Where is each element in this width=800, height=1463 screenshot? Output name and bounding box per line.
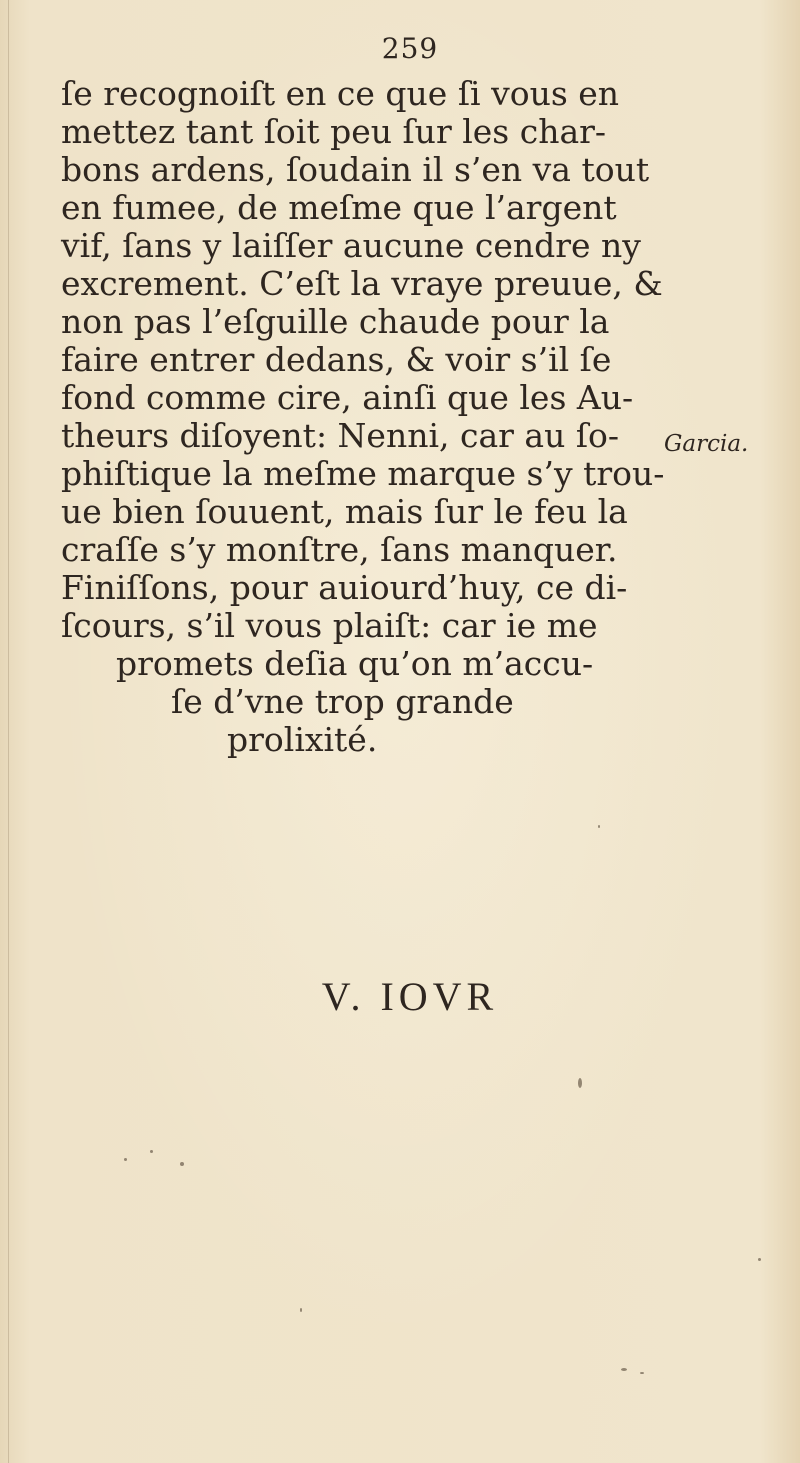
text-line-15: ſcours, s’il vous plaiſt: car ie me [61, 606, 598, 645]
text-line-12: ue bien ſouuent, mais ſur le feu la [61, 492, 628, 531]
text-line-5: vif, ſans y laiſſer aucune cendre ny [61, 226, 641, 265]
paper-speck [150, 1150, 153, 1153]
page-number: 259 [381, 32, 439, 65]
paper-speck [124, 1158, 127, 1161]
text-line-4: en fumee, de meſme que l’argent [61, 188, 617, 227]
text-line-2: mettez tant ſoit peu ſur les char- [61, 112, 607, 151]
text-line-11: phiſtique la meſme marque s’y trou- [61, 454, 665, 493]
text-line-16: promets deſia qu’on m’accu- [116, 644, 594, 683]
text-line-10: theurs diſoyent: Nenni, car au ſo- [61, 416, 620, 455]
text-line-7: non pas l’eſguille chaude pour la [61, 302, 610, 341]
text-line-13: craſſe s’y monſtre, ſans manquer. [61, 530, 618, 569]
paper-speck [300, 1308, 302, 1312]
paper-speck [640, 1372, 644, 1374]
text-line-17: ſe d’vne trop grande [171, 682, 514, 721]
text-line-6: excrement. C’eſt la vraye preuue, & [61, 264, 663, 303]
text-line-8: faire entrer dedans, & voir s’il ſe [61, 340, 612, 379]
paper-speck [578, 1078, 582, 1088]
text-line-1: ſe recognoiſt en ce que ſi vous en [61, 74, 620, 113]
paper-speck [621, 1368, 627, 1371]
paper-speck [180, 1162, 184, 1166]
text-line-9: fond comme cire, ainſi que les Au- [61, 378, 634, 417]
paper-speck [758, 1258, 761, 1261]
page-edge-line [8, 0, 9, 1463]
paper-speck [598, 825, 600, 828]
text-line-3: bons ardens, ſoudain il s’en va tout [61, 150, 650, 189]
section-heading: V. IOVR [321, 974, 499, 1019]
text-line-18: prolixité. [227, 720, 378, 759]
margin-note: Garcia. [664, 431, 749, 457]
text-line-14: Finiſſons, pour auiourd’huy, ce di- [61, 568, 628, 607]
